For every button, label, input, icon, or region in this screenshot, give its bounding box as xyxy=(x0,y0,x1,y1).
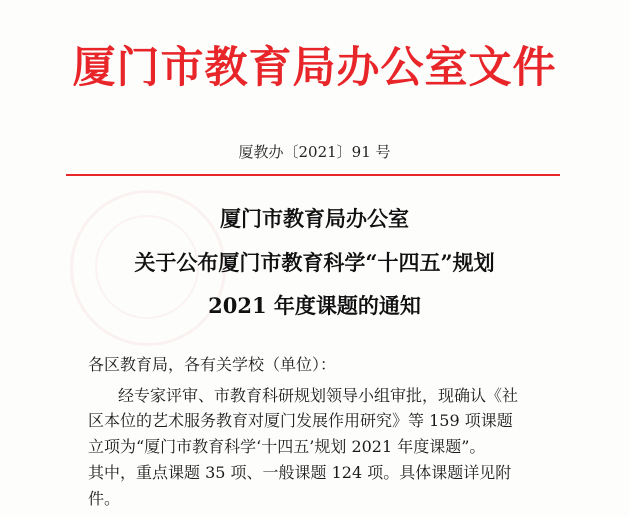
document-number: 厦教办〔2021〕91 号 xyxy=(238,143,391,161)
body-line-5: 件。 xyxy=(88,489,121,508)
notice-title-line-1: 厦门市教育局办公室 xyxy=(220,206,409,231)
notice-title-line-3: 2021 年度课题的通知 xyxy=(208,293,421,318)
notice-title-line-2: 关于公布厦门市教育科学“十四五”规划 xyxy=(134,250,495,275)
salutation: 各区教育局，各有关学校（单位）： xyxy=(88,355,337,374)
red-divider-line xyxy=(66,174,560,176)
document-header-title: 厦门市教育局办公室文件 xyxy=(72,43,557,93)
body-line-1: 经专家评审、市教育科研规划领导小组审批，现确认《社 xyxy=(118,386,519,405)
body-line-2: 区本位的艺术服务教育对厦门发展作用研究》等 159 项课题 xyxy=(88,411,513,430)
body-line-3: 立项为“厦门市教育科学‘十四五’规划 2021 年度课题”。 xyxy=(88,437,486,456)
body-line-4: 其中，重点课题 35 项、一般课题 124 项。具体课题详见附 xyxy=(88,463,512,482)
